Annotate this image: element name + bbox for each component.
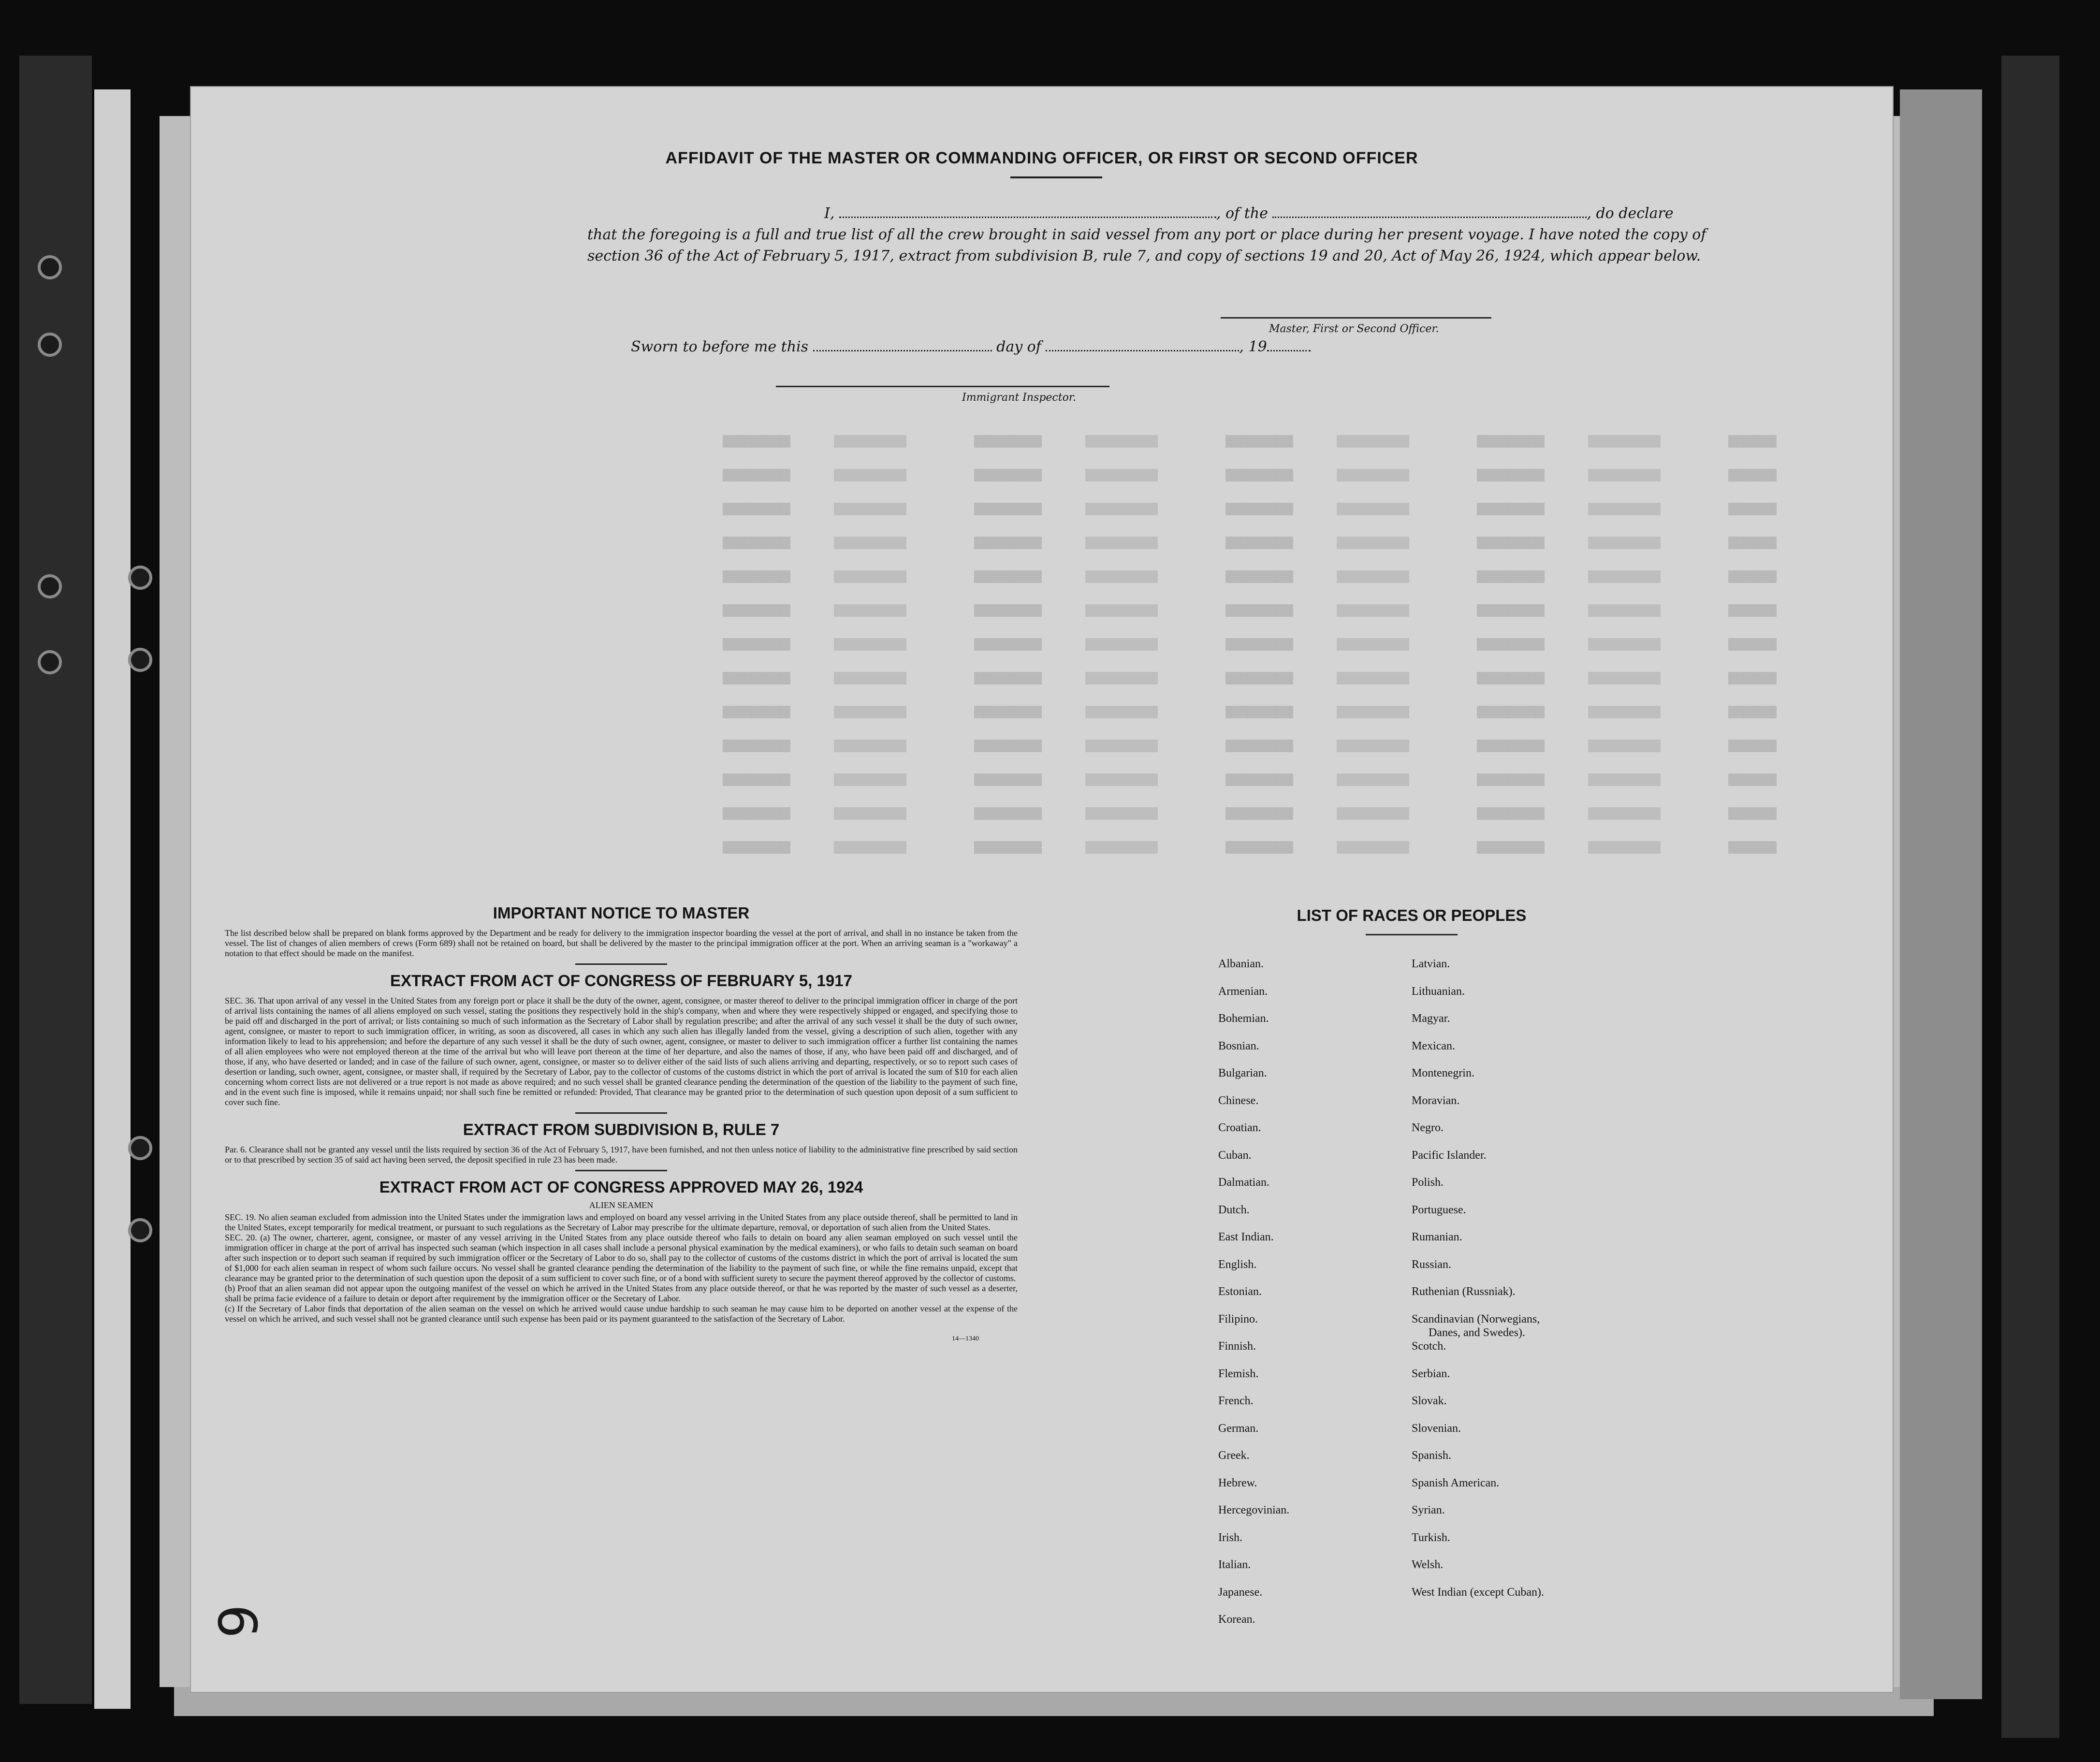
- binder-hole: [128, 1218, 152, 1242]
- sworn-year-blank[interactable]: [1267, 337, 1311, 351]
- notice-title: IMPORTANT NOTICE TO MASTER: [493, 904, 750, 922]
- race-item: Slovak.: [1412, 1395, 1447, 1407]
- bleed-through-row: [723, 841, 1777, 854]
- race-item: French.: [1218, 1395, 1254, 1407]
- sec-19-text: SEC. 19. No alien seaman excluded from admission into the United States under the immigration laws and employed on board any vessel arriving in the United States from any place outside thereof, shall be permitted to land in the United States, except temporarily for medical treatment, or pursuant to such regulations as the Secretary of Labor may prescribe for the ultimate departure, removal, or deportation of such alien from the United States.: [225, 1212, 1018, 1232]
- race-item: Magyar.: [1412, 1012, 1450, 1025]
- section-rule: [575, 1170, 667, 1171]
- signature-line[interactable]: [1221, 317, 1491, 319]
- sec-20a-text: SEC. 20. (a) The owner, charterer, agent, consignee, or master of any vessel arriving in the United States from any place outside thereof who fails to detain on board any alien seaman employed on such vessel until the immigration officer in charge at the port of arrival has inspected such seaman (which inspection in all cases shall include a personal physical examination by the medical examiners), or who fails to detain such seaman on board after such inspection or to deport such seaman if required by such immigration officer or the Secretary of Labor to do so, shall pay to the collector of customs of the customs district in which the port of arrival is located the sum of $1,000 for each alien seaman in respect of whom such failure occurs. No vessel shall be granted clearance pending the determination of the liability to the payment of such fine, or while the fine remains unpaid, except that clearance may be granted prior to the determination of such question upon the deposit of a sum sufficient to cover such fine, or of a bond with sufficient surety to secure the payment thereof approved by the collector of customs.: [225, 1233, 1018, 1283]
- sworn-line: [631, 337, 1311, 355]
- bleed-through-row: [723, 672, 1777, 684]
- race-item: Finnish.: [1218, 1340, 1256, 1353]
- race-item: Greek.: [1218, 1449, 1250, 1462]
- race-item: Filipino.: [1218, 1312, 1258, 1325]
- sec-20c-text: (c) If the Secretary of Labor finds that deportation of the alien seaman on the vessel on which he arrived would cause undue hardship to such seaman he may cause him to be deported on another vessel at the expense of the vessel on which he arrived, and such vessel shall not be granted clearance until such expense has been paid or its payment guaranteed to the satisfaction of the Secretary of Labor.: [225, 1304, 1018, 1324]
- inspector-label: Immigrant Inspector.: [962, 392, 1076, 404]
- act-1917-text: SEC. 36. That upon arrival of any vessel in the United States from any foreign port or place it shall be the duty of the owner, agent, consignee, or master thereof to deliver to the principal immigration officer in charge of the port of arrival lists containing the names of all aliens employed on such vessel, stating the positions they respectively hold in the ship's company, when and where they were respectively shipped or engaged, and specifying those to be paid off and discharged in the port of arrival; or lists containing so much of such information as the Secretary of Labor shall by regulation prescribe; and after the arrival of any such vessel it shall be the duty of such owner, agent, consignee, or master to report to such immigration officer, in writing, as soon as discovered, all cases in which any such alien has illegally landed from the vessel, giving a description of such alien, together with any information likely to lead to his apprehension; and before the departure of any such vessel it shall be the duty of such owner, agent, consignee, or master to deliver to such immigration officer a further list containing the names of all alien employees who were not employed thereon at the time of the arrival but who will leave port thereon at the time of her departure, and also the names of those, if any, who have been paid off and discharged, and of those, if any, who have deserted or landed; and in case of the failure of such owner, agent, consignee, or master so to deliver either of the said lists of such aliens arriving and departing, respectively, or so to report such cases of desertion or landing, such owner, agent, consignee, or master shall, if required by the Secretary of Labor, pay to the collector of customs of the customs district in which the port of arrival is located the sum of $10 for each alien concerning whom correct lists are not delivered or a true report is not made as above required; and no such vessel shall be granted clearance pending the determination of the question of the liability to the payment of such fine, and in the event such fine is imposed, while it remains unpaid; nor shall such fine be remitted or refunded: Provided, That clearance may be granted prior to the determination of such question upon deposit of a sum sufficient to cover such fine.: [225, 996, 1018, 1107]
- races-rule: [1366, 934, 1458, 935]
- race-item: Dutch.: [1218, 1203, 1250, 1216]
- left-page-edge: [94, 89, 131, 1709]
- race-item: Polish.: [1412, 1176, 1444, 1189]
- bleed-through-row: [723, 706, 1777, 718]
- bleed-through-row: [723, 537, 1777, 549]
- race-item: Irish.: [1218, 1531, 1242, 1544]
- section-rule: [575, 1112, 667, 1114]
- binder-hole: [38, 574, 62, 598]
- races-title: LIST OF RACES OR PEOPLES: [1297, 906, 1527, 924]
- affidavit-body: that the foregoing is a full and true list of all the crew brought in said vessel from any port or place during her present voyage. I have noted the copy of section 36 of the Act of February 5, 1917, extract from subdivision B, rule 7, and copy of sections 19 and 20, Act of May 26, 1924, which appear below.: [587, 226, 1706, 264]
- race-item: Russian.: [1412, 1258, 1452, 1271]
- race-item: Montenegrin.: [1412, 1067, 1474, 1079]
- race-item: Negro.: [1412, 1121, 1444, 1134]
- race-item: Ruthenian (Russniak).: [1412, 1285, 1516, 1298]
- race-item: Scotch.: [1412, 1340, 1446, 1353]
- race-item: Rumanian.: [1412, 1231, 1462, 1243]
- race-item: West Indian (except Cuban).: [1412, 1586, 1544, 1599]
- race-item: Chinese.: [1218, 1094, 1259, 1107]
- rule-7-text: Par. 6. Clearance shall not be granted any vessel until the lists required by section 36 of the Act of February 5, 1917, have been furnished, and not then unless notice of liability to the administrative fine prescribed by said section or to that prescribed by section 35 of said act having been served, the deposit specified in rule 23 has been made.: [225, 1145, 1018, 1165]
- bleed-through-row: [723, 435, 1777, 448]
- race-item: East Indian.: [1218, 1231, 1274, 1243]
- binder-hole: [38, 255, 62, 279]
- notice-section: [225, 904, 1018, 1344]
- manifest-sheet: [191, 87, 1893, 1692]
- bleed-through-row: [723, 469, 1777, 481]
- inspector-signature-line[interactable]: [776, 386, 1109, 387]
- sworn-month-blank[interactable]: [1046, 337, 1239, 351]
- affidavit-line-1: [587, 203, 1719, 224]
- race-item: Scandinavian (Norwegians,: [1412, 1312, 1540, 1325]
- race-item: Pacific Islander.: [1412, 1149, 1487, 1162]
- race-item: Portuguese.: [1412, 1203, 1466, 1216]
- race-item: Albanian.: [1218, 958, 1264, 970]
- race-item: Italian.: [1218, 1558, 1251, 1571]
- sworn-year: , 19: [1239, 338, 1267, 355]
- bleed-through-row: [723, 638, 1777, 651]
- binder-hole: [38, 333, 62, 357]
- rule-7-title: EXTRACT FROM SUBDIVISION B, RULE 7: [463, 1121, 780, 1138]
- affidavit-declare: , do declare: [1587, 205, 1674, 222]
- race-item: Cuban.: [1218, 1149, 1252, 1162]
- name-blank[interactable]: [839, 204, 1216, 218]
- race-item: Korean.: [1218, 1613, 1255, 1626]
- race-item: Hebrew.: [1218, 1476, 1257, 1489]
- sworn-day: day of: [996, 338, 1041, 355]
- race-item: Latvian.: [1412, 958, 1450, 970]
- race-item: Moravian.: [1412, 1094, 1460, 1107]
- affidavit-i: I,: [824, 205, 835, 222]
- race-item: Bulgarian.: [1218, 1067, 1267, 1079]
- sworn-prefix: Sworn to before me this: [631, 338, 809, 355]
- race-item: Turkish.: [1412, 1531, 1450, 1544]
- sworn-date-blank[interactable]: [813, 337, 992, 351]
- binder-hole: [128, 648, 152, 672]
- bleed-through-row: [723, 604, 1777, 617]
- binder-hole: [128, 566, 152, 590]
- binder-strip: [19, 56, 92, 1704]
- right-margin-strip: [1900, 89, 1982, 1699]
- bleed-through-row: [723, 807, 1777, 820]
- race-item: Flemish.: [1218, 1367, 1259, 1380]
- bleed-through-row: [723, 503, 1777, 515]
- race-item: Bosnian.: [1218, 1039, 1259, 1052]
- sec-20b-text: (b) Proof that an alien seaman did not appear upon the outgoing manifest of the vessel on which he arrived in the United States from any place outside thereof, or that he was reported by the master of such vessel as a deserter, shall be prima facie evidence of a failure to detain or deport after requirement by the immigration officer or the Secretary of Labor.: [225, 1283, 1018, 1303]
- bleed-through-row: [723, 570, 1777, 583]
- race-item: Bohemian.: [1218, 1012, 1269, 1025]
- race-item: Lithuanian.: [1412, 985, 1465, 998]
- race-item: Slovenian.: [1412, 1422, 1461, 1435]
- race-item: Hercegovinian.: [1218, 1504, 1290, 1516]
- bleed-through-row: [723, 773, 1777, 786]
- act-1917-title: EXTRACT FROM ACT OF CONGRESS OF FEBRUARY 5, 1917: [390, 972, 852, 990]
- race-item: Armenian.: [1218, 985, 1268, 998]
- title-rule: [1010, 176, 1102, 178]
- vessel-blank[interactable]: [1272, 204, 1587, 218]
- race-item: Japanese.: [1218, 1586, 1263, 1599]
- affidavit-text: [587, 203, 1719, 267]
- race-item: Welsh.: [1412, 1558, 1444, 1571]
- race-item: Estonian.: [1218, 1285, 1262, 1298]
- race-item: German.: [1218, 1422, 1259, 1435]
- act-1924-title: EXTRACT FROM ACT OF CONGRESS APPROVED MAY 26, 1924: [379, 1178, 863, 1196]
- race-item: Syrian.: [1412, 1504, 1445, 1516]
- section-rule: [575, 963, 667, 965]
- binder-hole: [38, 650, 62, 674]
- race-item: English.: [1218, 1258, 1257, 1271]
- bleed-through-row: [723, 740, 1777, 752]
- form-number: 14—1340: [952, 1335, 979, 1342]
- affidavit-title: AFFIDAVIT OF THE MASTER OR COMMANDING OFFICER, OR FIRST OR SECOND OFFICER: [665, 149, 1418, 167]
- race-item: Danes, and Swedes).: [1429, 1326, 1525, 1339]
- alien-seamen-heading: ALIEN SEAMEN: [589, 1200, 654, 1210]
- signature-label: Master, First or Second Officer.: [1269, 323, 1439, 335]
- right-binder: [2001, 56, 2059, 1738]
- race-item: Dalmatian.: [1218, 1176, 1269, 1189]
- race-item: Mexican.: [1412, 1039, 1455, 1052]
- notice-text: The list described below shall be prepared on blank forms approved by the Department and be ready for delivery to the immigration inspector boarding the vessel at the port of arrival, and shall in no instance be taken from the vessel. The list of changes of alien members of crews (Form 689) shall not be retained on board, but shall be delivered by the master to the principal immigration officer at the port. When an arriving seaman is a "workaway" a notation to that effect should be made on the manifest.: [225, 928, 1018, 958]
- race-item: Serbian.: [1412, 1367, 1450, 1380]
- race-item: Spanish American.: [1412, 1476, 1500, 1489]
- binder-hole: [128, 1136, 152, 1160]
- affidavit-of-the: , of the: [1216, 205, 1268, 222]
- handwritten-numeral: 6: [206, 1604, 268, 1638]
- race-item: Croatian.: [1218, 1121, 1261, 1134]
- race-item: Spanish.: [1412, 1449, 1452, 1462]
